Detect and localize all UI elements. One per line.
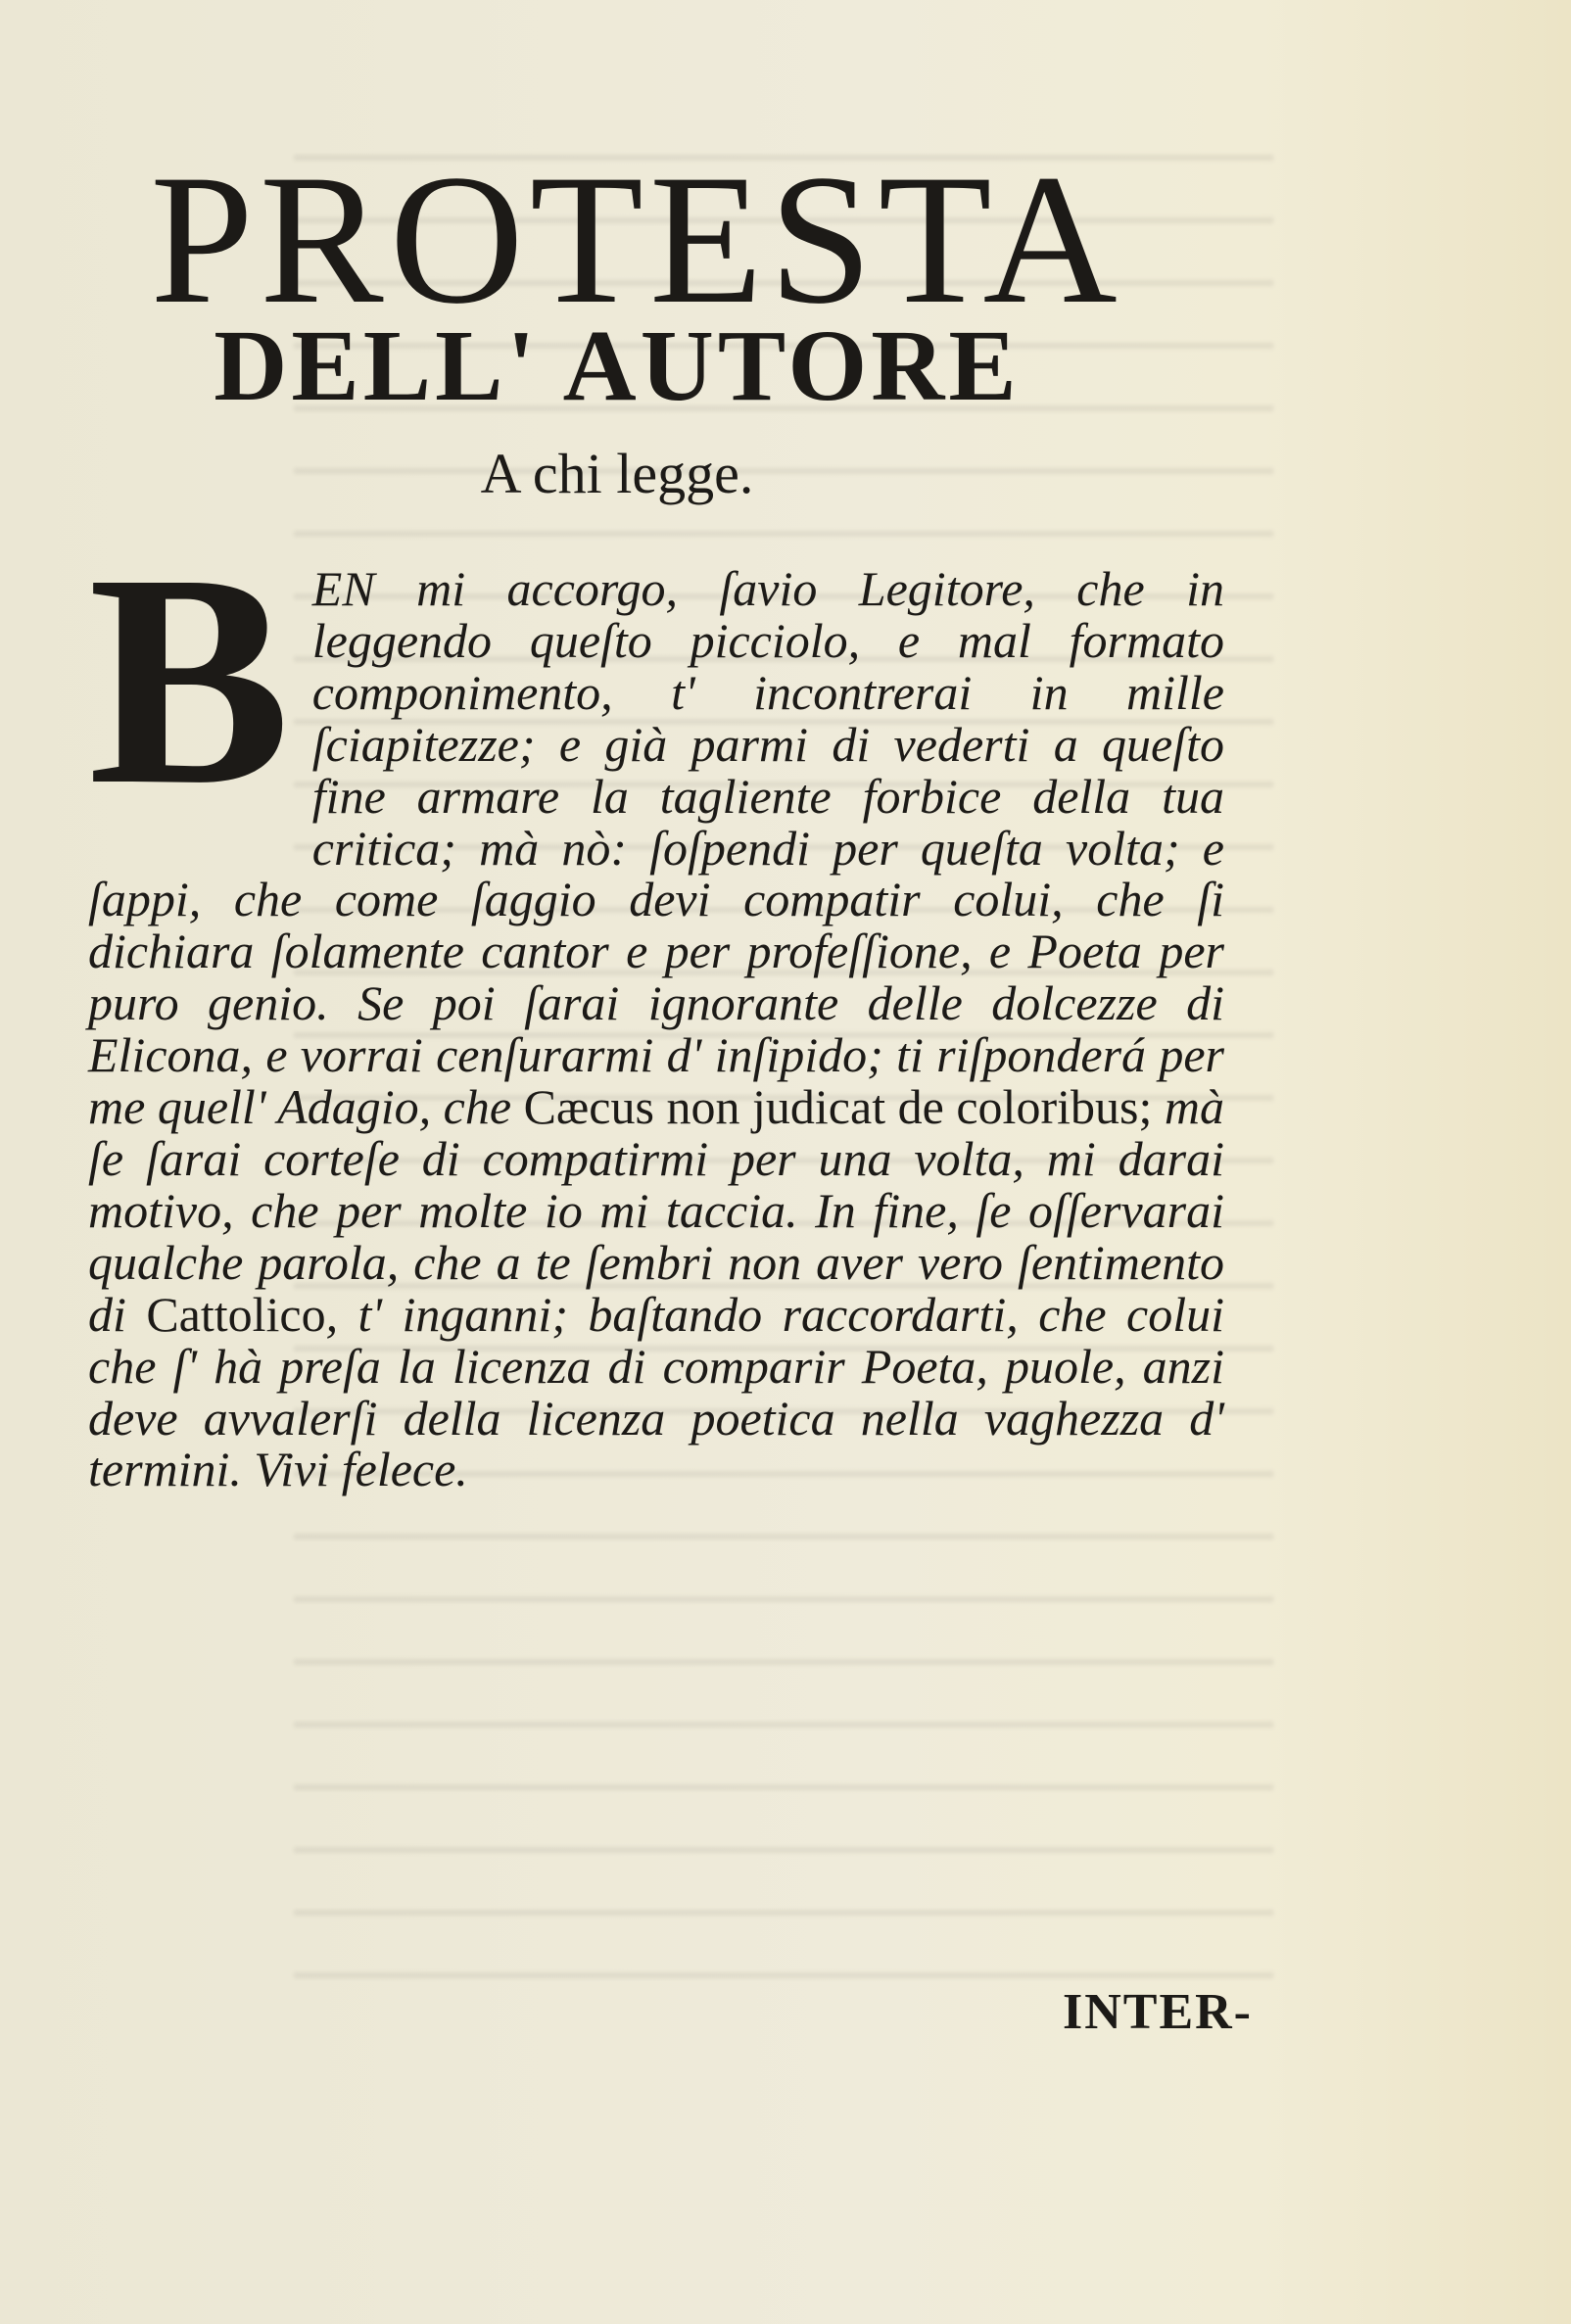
page-subtitle: DELL' AUTORE bbox=[214, 309, 1021, 422]
body-text-1: EN mi accorgo, ſavio Legitore, che in leggendo queſto picciolo, e mal formato componimento, t' incontrerai in mille ſciapitezze; e già parmi di vederti a queſto fine armare la tagliente forbice della tua critica; mà nò: ſoſpendi per queſta volta; e ſappi, che come ſaggio devi compatir colui, che ſi dichiara ſolamente cantor e per profeſſione, e Poeta per puro genio. Se poi ſarai ignorante delle dolcezze di Elicona, e vorrai cenſurarmi d' inſipido; ti riſponderá per me quell' Adagio, che bbox=[88, 561, 1224, 1135]
preface-paragraph bbox=[88, 512, 1224, 1497]
page-title: PROTESTA bbox=[150, 137, 1123, 343]
dedication: A chi legge. bbox=[480, 442, 754, 505]
body-text-2: mà ſe ſarai corteſe di compatirmi per una volta, mi darai motivo, che per molte io mi taccia. In fine, ſe oſſervarai qualche parola, che a te ſembri non aver vero ſentimento di bbox=[88, 1079, 1224, 1342]
catchword: INTER- bbox=[1062, 1984, 1253, 2040]
drop-cap: B bbox=[88, 512, 291, 848]
latin-adage: Cæcus non judicat de coloribus; bbox=[523, 1079, 1153, 1135]
word-cattolico: Cattolico bbox=[146, 1286, 326, 1342]
body-text-3: , t' inganni; baſtando raccordarti, che colui che ſ' hà preſa la licenza di comparir Poeta, puole, anzi deve avvalerſi della licenza poetica nella vaghezza d' termini. Vivi felece. bbox=[88, 1286, 1224, 1497]
